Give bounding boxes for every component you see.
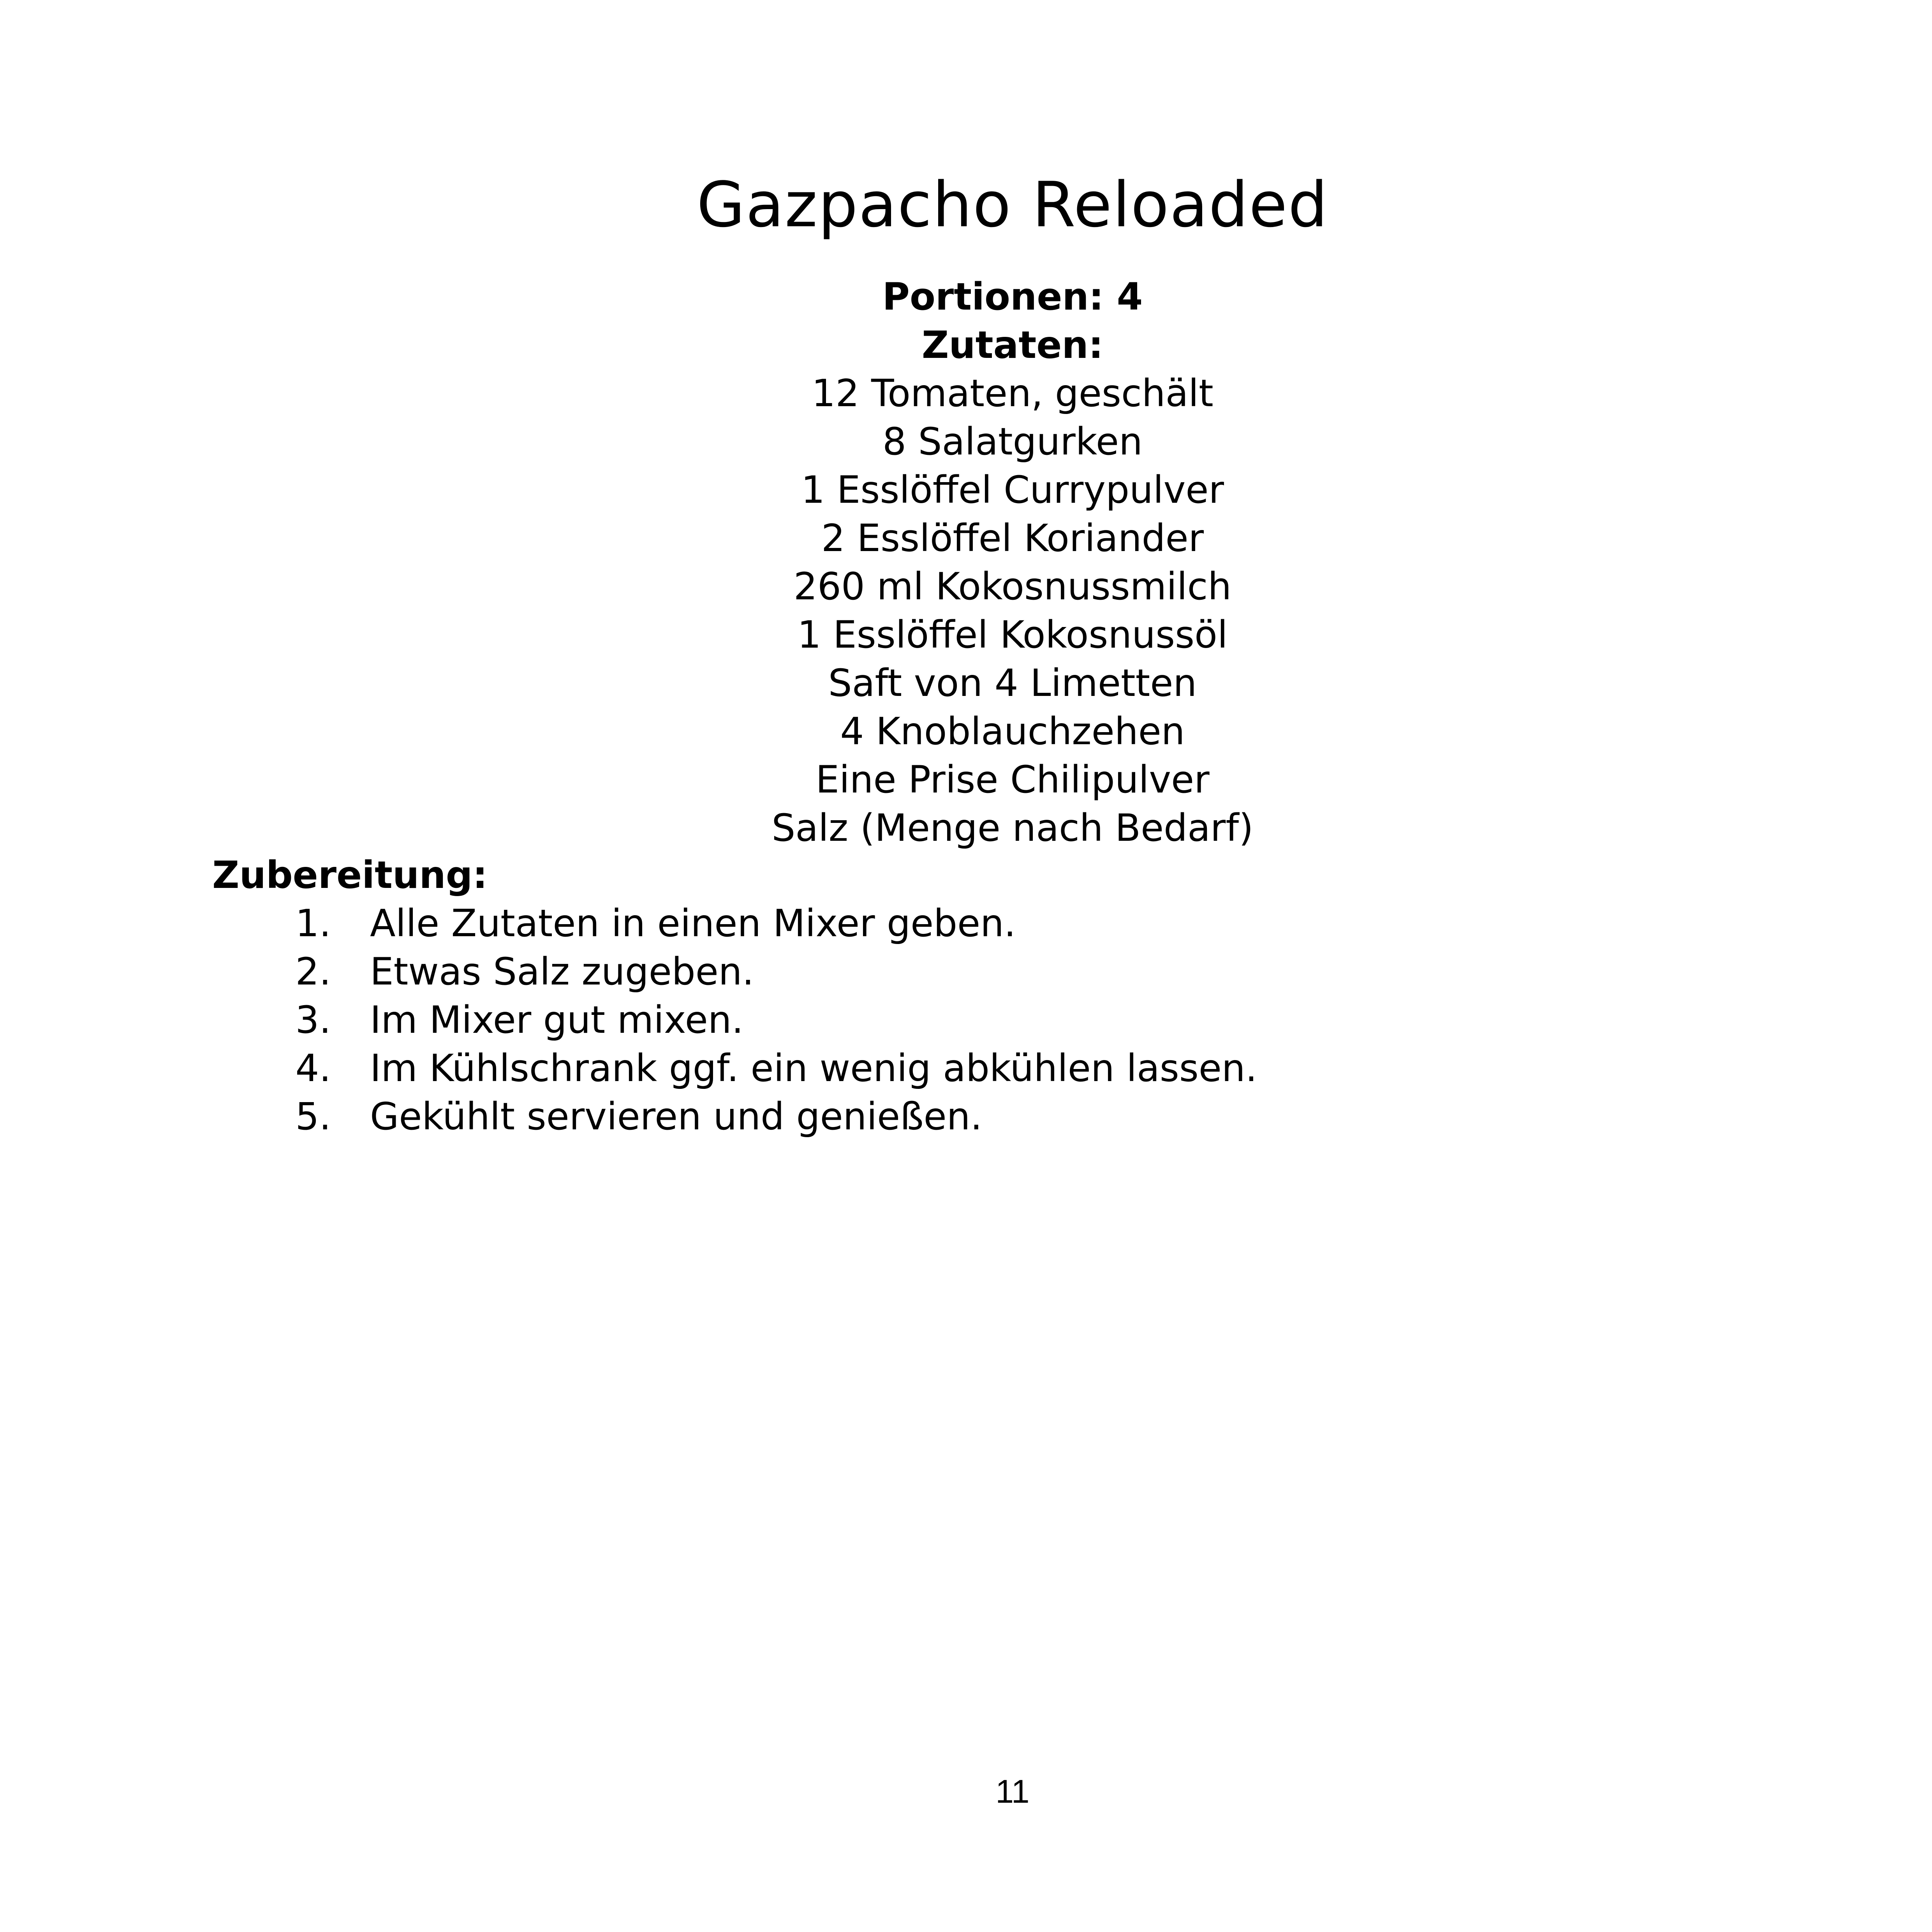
step-item xyxy=(253,899,1257,948)
step-item xyxy=(253,948,1257,996)
ingredient-item: 8 Salatgurken xyxy=(882,420,1143,463)
step-number: 2. xyxy=(295,950,331,993)
step-text: Alle Zutaten in einen Mixer geben. xyxy=(370,902,1016,945)
ingredient-item: Saft von 4 Limetten xyxy=(828,661,1197,705)
step-number: 1. xyxy=(295,902,331,945)
ingredient-item: 1 Esslöffel Currypulver xyxy=(801,468,1224,512)
ingredient-item: 260 ml Kokosnussmilch xyxy=(793,565,1232,608)
step-text: Im Kühlschrank ggf. ein wenig abkühlen lassen. xyxy=(370,1046,1257,1090)
page-number: 11 xyxy=(995,1773,1030,1810)
ingredients-list xyxy=(0,369,1932,852)
ingredients-heading: Zutaten: xyxy=(921,323,1104,367)
recipe-summary xyxy=(0,273,1932,852)
recipe-title: Gazpacho Reloaded xyxy=(696,168,1329,241)
step-item xyxy=(253,1044,1257,1092)
step-number: 3. xyxy=(295,998,331,1042)
ingredient-item: 12 Tomaten, geschält xyxy=(812,372,1213,415)
step-text: Etwas Salz zugeben. xyxy=(370,950,754,993)
servings-label: Portionen: 4 xyxy=(882,275,1143,319)
ingredient-item: 2 Esslöffel Koriander xyxy=(821,516,1204,560)
step-text: Gekühlt servieren und genießen. xyxy=(370,1095,983,1138)
step-item xyxy=(253,1092,1257,1141)
step-text: Im Mixer gut mixen. xyxy=(370,998,744,1042)
ingredient-item: 4 Knoblauchzehen xyxy=(840,710,1185,753)
step-number: 5. xyxy=(295,1095,331,1138)
step-number: 4. xyxy=(295,1046,331,1090)
ingredient-item: Eine Prise Chilipulver xyxy=(815,758,1210,801)
preparation-heading: Zubereitung: xyxy=(212,853,488,897)
ingredient-item: Salz (Menge nach Bedarf) xyxy=(771,806,1254,850)
step-item xyxy=(253,996,1257,1044)
preparation-steps xyxy=(253,899,1257,1141)
ingredient-item: 1 Esslöffel Kokosnussöl xyxy=(797,613,1228,657)
